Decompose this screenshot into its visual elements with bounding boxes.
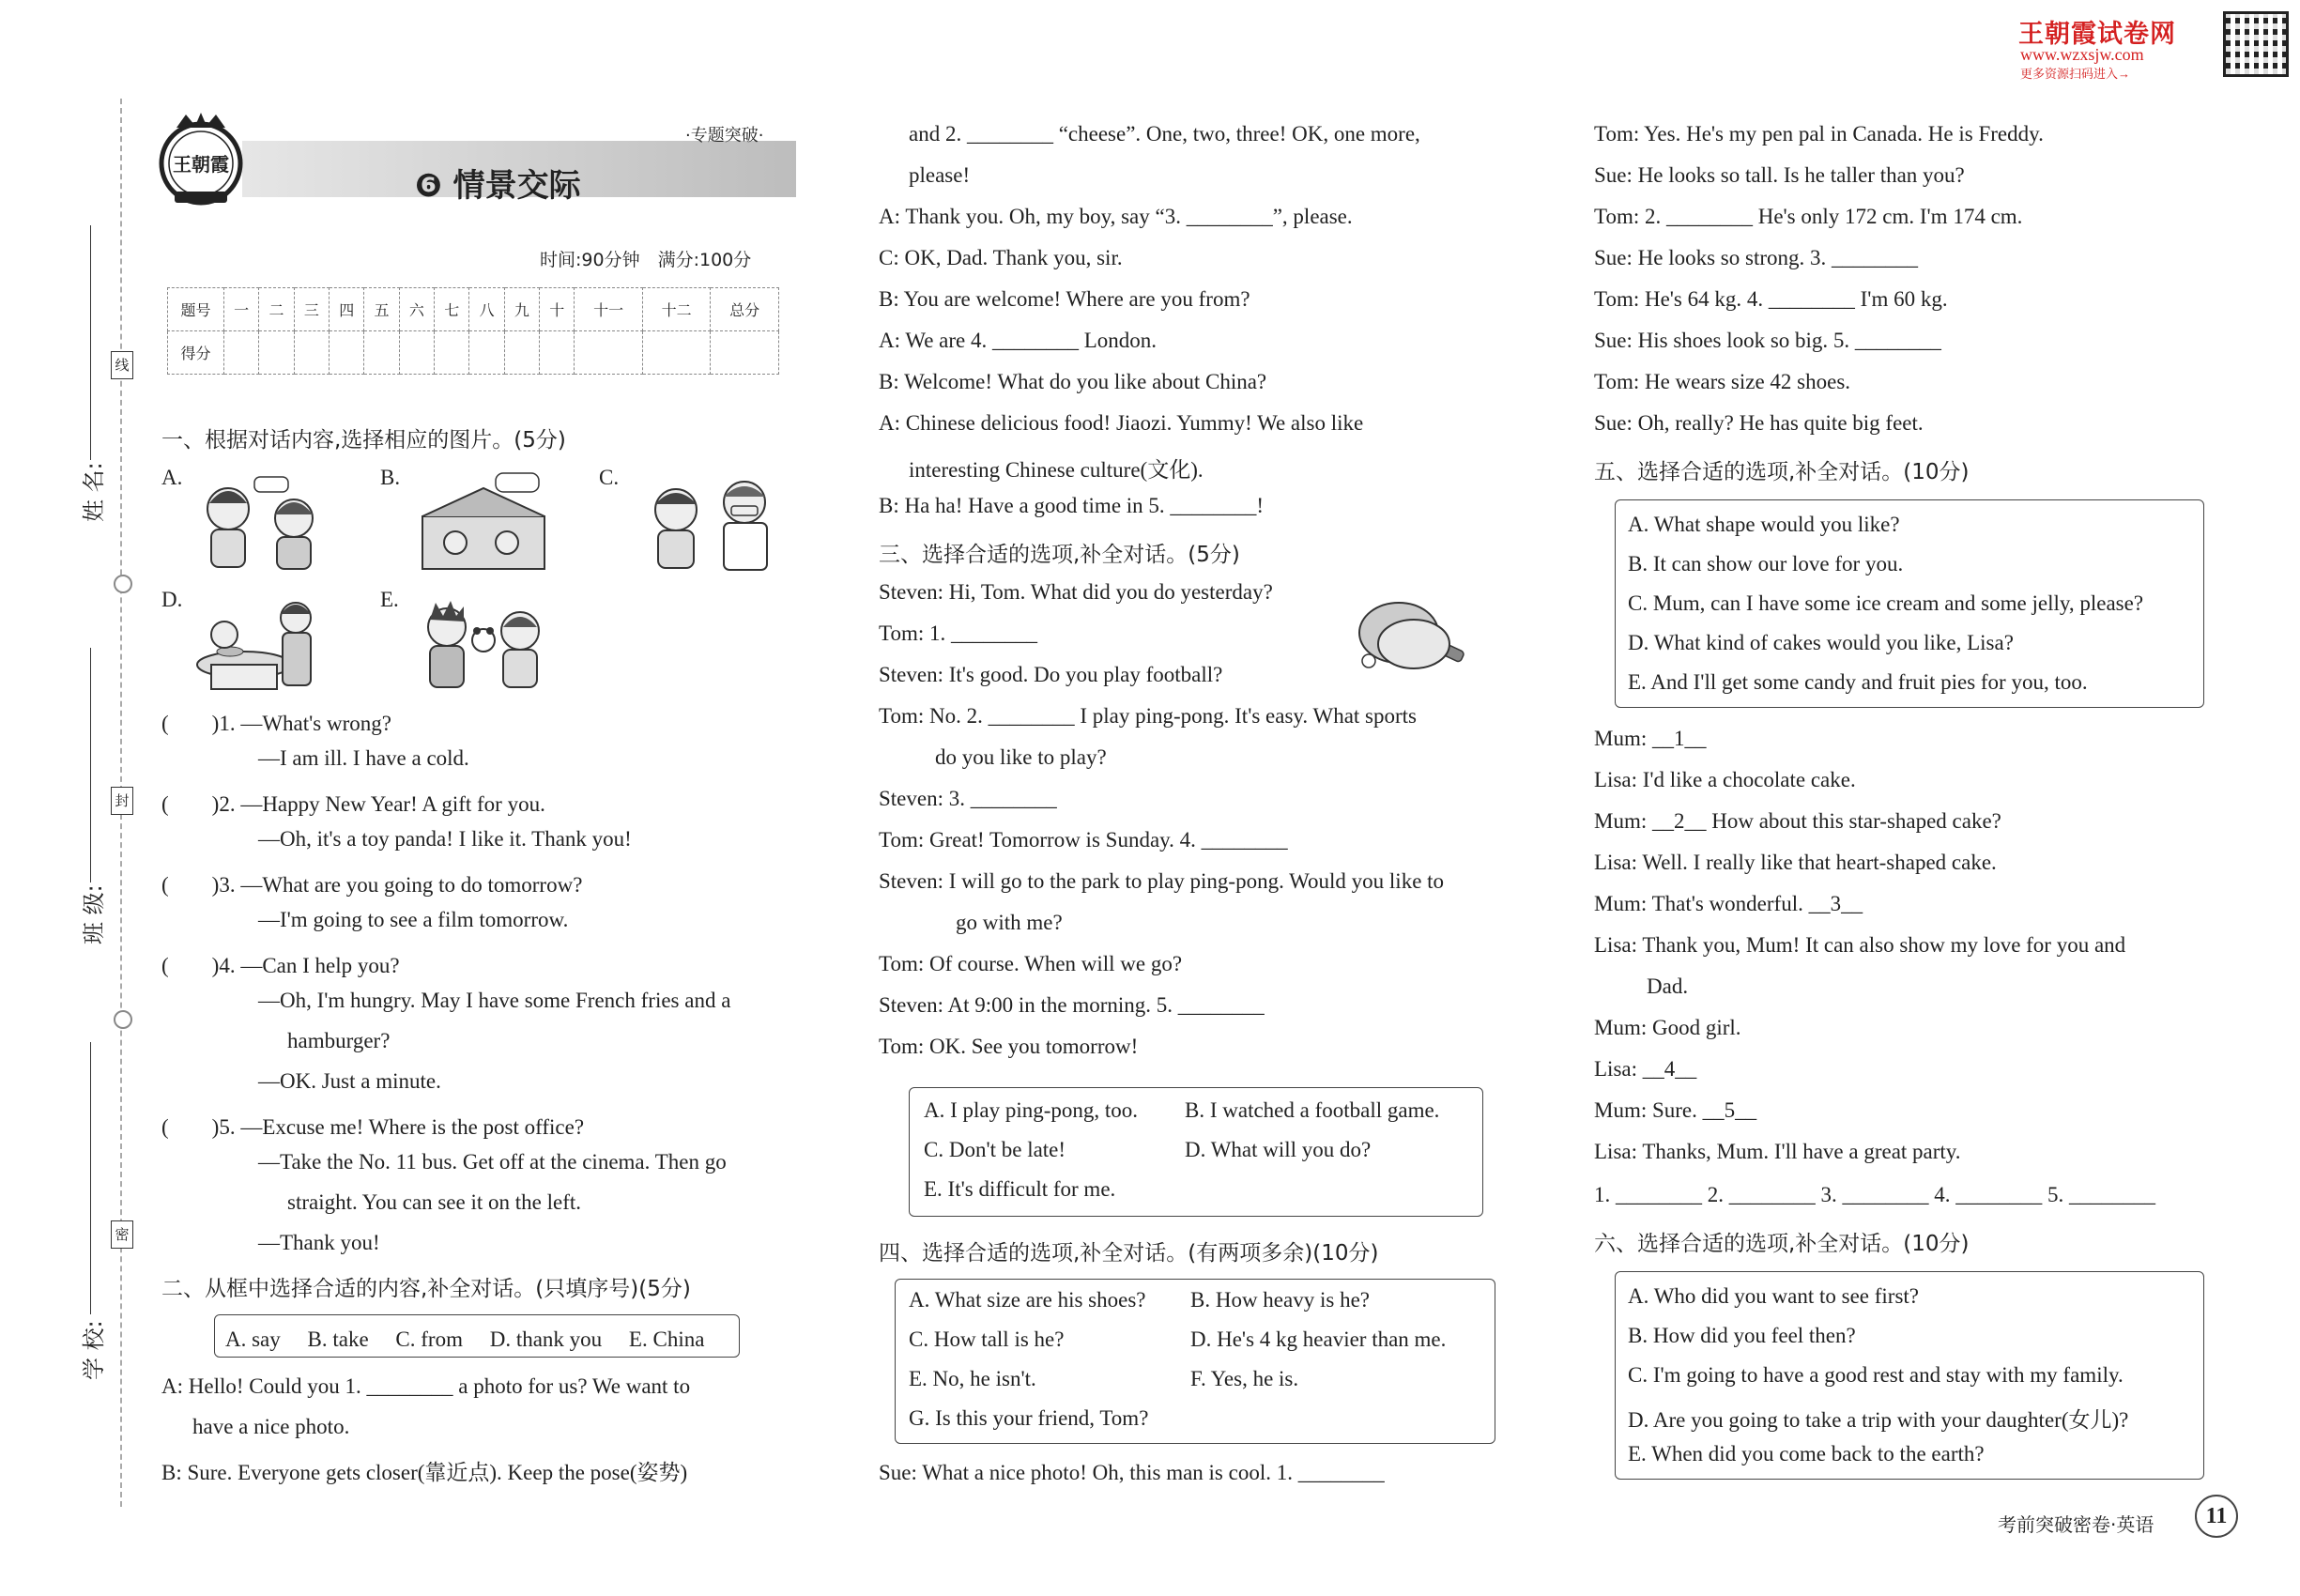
s3-line: Steven: It's good. Do you play football?	[879, 663, 1223, 686]
pic-label-e: E.	[380, 588, 399, 611]
section-6-title: 六、选择合适的选项,补全对话。(10分)	[1594, 1232, 1970, 1256]
s5-line: Lisa: Thanks, Mum. I'll have a great party.	[1594, 1140, 1961, 1163]
logo-text: 王朝霞	[173, 153, 229, 176]
s5-line: Lisa: Well. I really like that heart-shaped cake.	[1594, 851, 1997, 874]
s5-line: Mum: Sure. __5__	[1594, 1098, 1757, 1122]
s5-line: Mum: Good girl.	[1594, 1016, 1741, 1039]
s5-option: B. It can show our love for you.	[1628, 552, 1904, 575]
s1-q5-reply: —Thank you!	[258, 1231, 380, 1254]
s3-line: Tom: Of course. When will we go?	[879, 952, 1183, 975]
score-cell: 八	[469, 288, 504, 331]
score-cell: 总分	[711, 288, 779, 331]
s2-line: A: Hello! Could you 1. ________ a photo for us? We want to	[161, 1374, 691, 1398]
section-4-title: 四、选择合适的选项,补全对话。(有两项多余)(10分)	[879, 1241, 1379, 1266]
picture-b-post-office	[413, 469, 554, 573]
s4-line: Tom: He's 64 kg. 4. ________ I'm 60 kg.	[1594, 287, 1948, 311]
s1-q1: ( )1. —What's wrong?	[161, 712, 391, 735]
s3-option: E. It's difficult for me.	[924, 1177, 1116, 1201]
side-line-school	[90, 1042, 91, 1314]
s2-line: please!	[909, 163, 971, 187]
qr-code-icon[interactable]	[2223, 11, 2289, 77]
s4-line: Sue: He looks so tall. Is he taller than you?	[1594, 163, 1965, 187]
s6-option: C. I'm going to have a good rest and stay with my family.	[1628, 1363, 2124, 1387]
s3-line: Tom: No. 2. ________ I play ping-pong. It's easy. What sports	[879, 704, 1418, 728]
s4-line: Tom: Yes. He's my pen pal in Canada. He is Freddy.	[1594, 122, 2044, 146]
section-3-title: 三、选择合适的选项,补全对话。(5分)	[879, 543, 1240, 567]
s1-q3: ( )3. —What are you going to do tomorrow?	[161, 873, 583, 897]
side-label-class: 班 级:	[81, 884, 107, 944]
s3-line: Tom: OK. See you tomorrow!	[879, 1035, 1139, 1058]
s4-option: G. Is this your friend, Tom?	[909, 1406, 1149, 1430]
score-row-header	[168, 288, 779, 331]
page-title: ❻ 情景交际	[415, 167, 581, 205]
s2-line: B: Ha ha! Have a good time in 5. ________!	[879, 494, 1265, 517]
s5-line: Dad.	[1647, 974, 1689, 998]
s2-line: and 2. ________ “cheese”. One, two, three! OK, one more,	[909, 122, 1420, 146]
s5-option: A. What shape would you like?	[1628, 513, 1900, 536]
s2-line: A: Thank you. Oh, my boy, say “3. ________”, please.	[879, 205, 1353, 228]
s3-line: do you like to play?	[935, 745, 1107, 769]
s6-option: B. How did you feel then?	[1628, 1324, 1856, 1347]
s1-q4-answer-cont: hamburger?	[287, 1029, 391, 1052]
side-line-class	[90, 648, 91, 882]
s3-option: B. I watched a football game.	[1185, 1098, 1440, 1122]
s6-option: D. Are you going to take a trip with your daughter(女儿)?	[1628, 1408, 2129, 1432]
score-cell: 题号	[168, 288, 224, 331]
binding-ring-icon	[114, 1010, 132, 1029]
s5-option: D. What kind of cakes would you like, Lisa?	[1628, 631, 2014, 654]
s4-line: Sue: He looks so strong. 3. ________	[1594, 246, 1918, 269]
footer-label: 考前突破密卷·英语	[1998, 1513, 2154, 1536]
pic-label-a: A.	[161, 466, 183, 489]
s5-line: Lisa: __4__	[1594, 1057, 1697, 1081]
s3-line: Steven: 3. ________	[879, 787, 1057, 810]
picture-e-toy-panda-gift	[413, 590, 554, 693]
pic-label-d: D.	[161, 588, 183, 611]
s1-q2: ( )2. —Happy New Year! A gift for you.	[161, 792, 545, 816]
s5-line: Mum: That's wonderful. __3__	[1594, 892, 1863, 915]
s4-option: D. He's 4 kg heavier than me.	[1190, 1327, 1447, 1351]
seal-mark-xian: 线	[111, 351, 133, 379]
s1-q4-answer: —Oh, I'm hungry. May I have some French fries and a	[258, 989, 731, 1012]
section-5-title: 五、选择合适的选项,补全对话。(10分)	[1594, 460, 1970, 484]
seal-mark-feng: 封	[111, 787, 133, 815]
picture-c-doctor	[634, 465, 784, 573]
s2-line: interesting Chinese culture(文化).	[909, 458, 1204, 482]
score-cell: 六	[399, 288, 434, 331]
side-label-name: 姓 名:	[81, 462, 107, 522]
s2-options: A. say B. take C. from D. thank you E. China	[225, 1327, 705, 1351]
s1-q4: ( )4. —Can I help you?	[161, 954, 400, 977]
score-row-points	[168, 331, 779, 375]
score-cell: 二	[259, 288, 294, 331]
s4-option: E. No, he isn't.	[909, 1367, 1036, 1390]
s5-line: Lisa: I'd like a chocolate cake.	[1594, 768, 1856, 791]
s5-line: Mum: __1__	[1594, 727, 1707, 750]
score-cell: 九	[504, 288, 539, 331]
score-cell: 五	[364, 288, 399, 331]
score-cell: 一	[224, 288, 259, 331]
s2-line: A: We are 4. ________ London.	[879, 329, 1158, 352]
s3-line: Tom: Great! Tomorrow is Sunday. 4. ________	[879, 828, 1288, 852]
picture-d-restaurant	[192, 590, 333, 693]
s2-line: C: OK, Dad. Thank you, sir.	[879, 246, 1123, 269]
binding-ring-icon	[114, 575, 132, 593]
s1-q1-answer: —I am ill. I have a cold.	[258, 746, 469, 770]
score-cell: 十二	[642, 288, 710, 331]
s2-line: B: Sure. Everyone gets closer(靠近点). Keep the pose(姿势)	[161, 1461, 688, 1484]
pic-label-c: C.	[599, 466, 620, 489]
s1-q5-answer-cont: straight. You can see it on the left.	[287, 1190, 582, 1214]
s3-option: D. What will you do?	[1185, 1138, 1372, 1161]
score-cell: 三	[294, 288, 329, 331]
score-cell: 七	[435, 288, 469, 331]
brand-scan-hint: 更多资源扫码进入→	[2020, 67, 2131, 81]
s5-option: C. Mum, can I have some ice cream and some jelly, please?	[1628, 591, 2144, 615]
s4-option: B. How heavy is he?	[1190, 1288, 1370, 1312]
score-cell: 得分	[168, 331, 224, 375]
s5-line: Mum: __2__ How about this star-shaped cake?	[1594, 809, 2001, 833]
s5-line: Lisa: Thank you, Mum! It can also show my love for you and	[1594, 933, 2126, 957]
s3-line: Steven: I will go to the park to play ping-pong. Would you like to	[879, 869, 1445, 893]
s6-option: E. When did you come back to the earth?	[1628, 1442, 1985, 1466]
score-cell: 十	[540, 288, 575, 331]
s4-option: A. What size are his shoes?	[909, 1288, 1146, 1312]
brand-header	[2018, 8, 2300, 83]
score-cell: 四	[330, 288, 364, 331]
s4-line: Sue: His shoes look so big. 5. ________	[1594, 329, 1941, 352]
s1-q3-answer: —I'm going to see a film tomorrow.	[258, 908, 569, 931]
s2-line: B: You are welcome! Where are you from?	[879, 287, 1250, 311]
score-table	[167, 287, 779, 375]
s3-option: A. I play ping-pong, too.	[924, 1098, 1139, 1122]
seal-mark-mi: 密	[111, 1220, 133, 1249]
s4-line: Sue: Oh, really? He has quite big feet.	[1594, 411, 1924, 435]
s6-option: A. Who did you want to see first?	[1628, 1284, 1920, 1308]
exam-time: 时间:90分钟 满分:100分	[540, 250, 752, 270]
s3-line: Steven: At 9:00 in the morning. 5. ________	[879, 993, 1265, 1017]
section-2-title: 二、从框中选择合适的内容,补全对话。(只填序号)(5分)	[161, 1277, 691, 1301]
s1-q5-answer: —Take the No. 11 bus. Get off at the cinema. Then go	[258, 1150, 727, 1174]
score-cell: 十一	[575, 288, 642, 331]
section-1-title: 一、根据对话内容,选择相应的图片。(5分)	[161, 428, 566, 453]
s1-q2-answer: —Oh, it's a toy panda! I like it. Thank you!	[258, 827, 632, 851]
brand-url[interactable]: www.wzxsjw.com	[2020, 45, 2144, 64]
s1-q5: ( )5. —Excuse me! Where is the post office?	[161, 1115, 585, 1139]
s4-line: Tom: 2. ________ He's only 172 cm. I'm 174 cm.	[1594, 205, 2023, 228]
s3-line: Steven: Hi, Tom. What did you do yesterday?	[879, 580, 1273, 604]
side-label-school: 学 校:	[81, 1320, 107, 1380]
logo-seal	[158, 111, 244, 212]
s4-line: Tom: He wears size 42 shoes.	[1594, 370, 1851, 393]
s2-line: have a nice photo.	[192, 1415, 350, 1438]
page-number: 11	[2195, 1495, 2238, 1538]
s2-line: A: Chinese delicious food! Jiaozi. Yummy! We also like	[879, 411, 1364, 435]
s1-q4-reply: —OK. Just a minute.	[258, 1069, 441, 1093]
s4-line: Sue: What a nice photo! Oh, this man is cool. 1. ________	[879, 1461, 1385, 1484]
s5-option: E. And I'll get some candy and fruit pies for you, too.	[1628, 670, 2088, 694]
s4-option: F. Yes, he is.	[1190, 1367, 1299, 1390]
s2-line: B: Welcome! What do you like about China?	[879, 370, 1267, 393]
s3-option: C. Don't be late!	[924, 1138, 1066, 1161]
ping-pong-paddles-icon	[1352, 593, 1483, 678]
section-tag: ·专题突破·	[685, 126, 764, 146]
s3-line: Tom: 1. ________	[879, 622, 1037, 645]
pic-label-b: B.	[380, 466, 401, 489]
s3-line: go with me?	[956, 911, 1063, 934]
s5-answer-blanks[interactable]: 1. ________ 2. ________ 3. ________ 4. ________ 5. ________	[1594, 1183, 2155, 1206]
s4-option: C. How tall is he?	[909, 1327, 1065, 1351]
side-line-name	[90, 225, 91, 460]
brand-name: 王朝霞试卷网	[2018, 20, 2176, 48]
picture-a-kids-talking	[192, 469, 333, 573]
